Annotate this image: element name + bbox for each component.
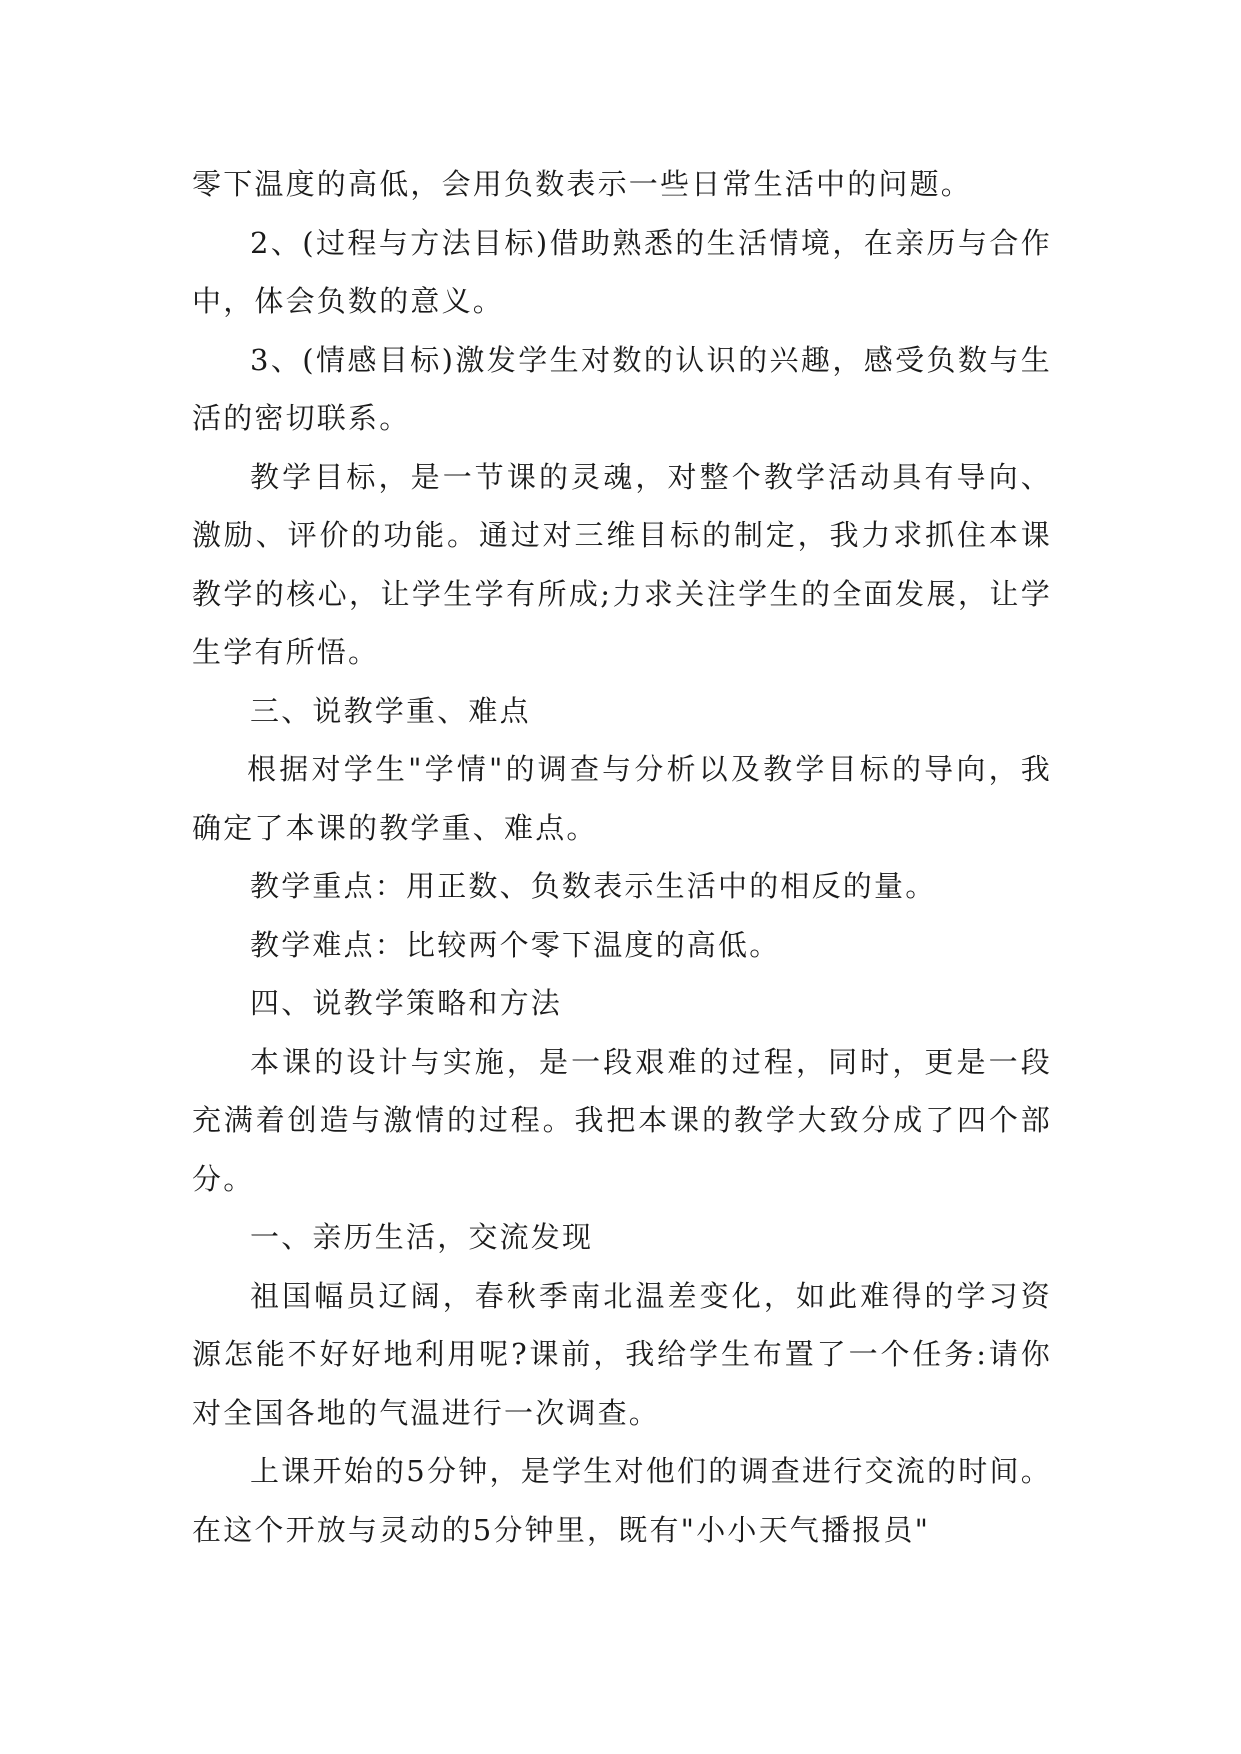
paragraph-3: 3、(情感目标)激发学生对数的认识的兴趣，感受负数与生活的密切联系。	[192, 342, 1052, 435]
section-heading-4: 四、说教学策略和方法	[250, 986, 563, 1020]
section-heading-3: 三、说教学重、难点	[250, 693, 531, 728]
document-body	[192, 155, 1052, 1559]
paragraph-1: 零下温度的高低，会用负数表示一些日常生活中的问题。	[192, 167, 973, 201]
paragraph-12: 祖国幅员辽阔，春秋季南北温差变化，如此难得的学习资源怎能不好好地利用呢?课前，我给学生布置了一个任务:请你对全国各地的气温进行一次调查。	[192, 1278, 1052, 1430]
paragraph-key-point: 教学重点：用正数、负数表示生活中的相反的量。	[250, 869, 937, 903]
paragraph-4: 教学目标，是一节课的灵魂，对整个教学活动具有导向、激励、评价的功能。通过对三维目标的制定，我力求抓住本课教学的核心，让学生学有所成;力求关注学生的全面发展，让学生学有所悟。	[192, 459, 1052, 669]
subsection-heading-1: 一、亲历生活，交流发现	[250, 1220, 594, 1254]
paragraph-difficult-point: 教学难点：比较两个零下温度的高低。	[250, 927, 781, 962]
paragraph-10: 本课的设计与实施，是一段艰难的过程，同时，更是一段充满着创造与激情的过程。我把本课的教学大致分成了四个部分。	[192, 1044, 1052, 1196]
paragraph-2: 2、(过程与方法目标)借助熟悉的生活情境，在亲历与合作中，体会负数的意义。	[192, 225, 1052, 318]
paragraph-13: 上课开始的5分钟，是学生对他们的调查进行交流的时间。在这个开放与灵动的5分钟里，既有"小小天气播报员"	[192, 1454, 1052, 1547]
paragraph-6: 根据对学生"学情"的调查与分析以及教学目标的导向，我确定了本课的教学重、难点。	[192, 752, 1052, 845]
